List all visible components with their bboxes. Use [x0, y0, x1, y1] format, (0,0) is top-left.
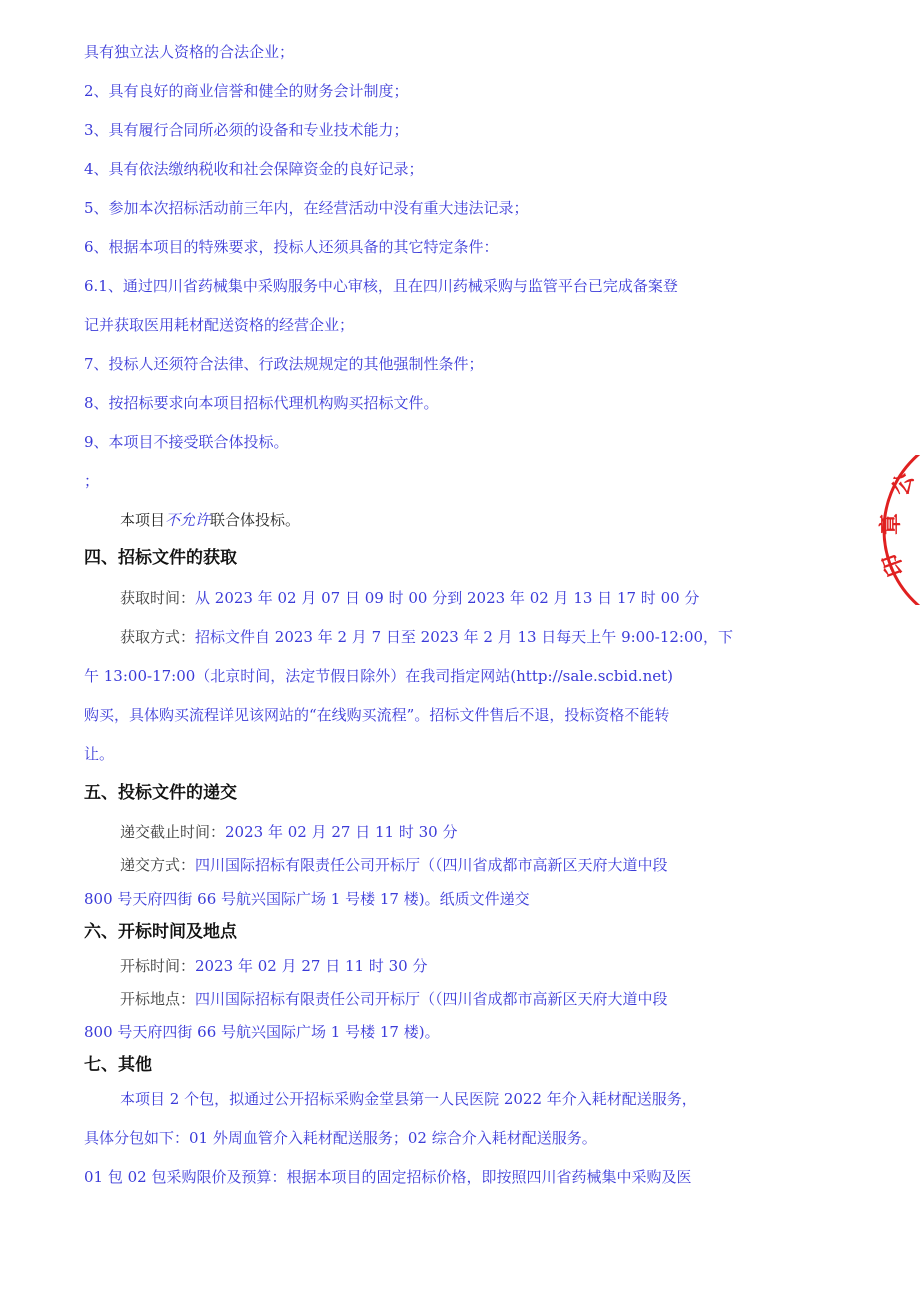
- section-4-heading: 四、招标文件的获取: [84, 548, 237, 568]
- semicolon-line: ；: [84, 472, 100, 490]
- opening-place-label: 开标地点：: [120, 990, 196, 1008]
- acquisition-method-line3: 购买，具体购买流程详见该网站的“在线购买流程”。招标文件售后不退，投标资格不能转: [84, 706, 670, 724]
- opening-time-value: 2023 年 02 月 27 日 11 时 30 分: [195, 957, 428, 975]
- consortium-prefix: 本项目: [120, 511, 166, 529]
- requirement-2: 2、具有良好的商业信誉和健全的财务会计制度；: [84, 82, 409, 100]
- submission-method-label: 递交方式：: [120, 856, 196, 874]
- requirement-3: 3、具有履行合同所必须的设备和专业技术能力；: [84, 121, 409, 139]
- requirement-8: 8、按招标要求向本项目招标代理机构购买招标文件。: [84, 394, 439, 412]
- opening-time-label: 开标时间：: [120, 957, 196, 975]
- requirement-6-1-cont: 记并获取医用耗材配送资格的经营企业；: [84, 316, 355, 334]
- submission-deadline: [120, 822, 457, 842]
- section-7-heading: 七、其他: [84, 1055, 152, 1075]
- requirement-6: 6、根据本项目的特殊要求，投标人还须具备的其它特定条件：: [84, 238, 499, 256]
- svg-text:印: 印: [878, 550, 910, 580]
- opening-place: [120, 989, 668, 1009]
- opening-time: [120, 956, 427, 976]
- svg-text:公: 公: [888, 469, 920, 500]
- opening-place-line2: 800 号天府四街 66 号航兴国际广场 1 号楼 17 楼)。: [84, 1023, 440, 1041]
- consortium-suffix: 联合体投标。: [210, 511, 301, 529]
- requirement-5: 5、参加本次招标活动前三年内，在经营活动中没有重大违法记录；: [84, 199, 529, 217]
- submission-method-line2: 800 号天府四街 66 号航兴国际广场 1 号楼 17 楼)。纸质文件递交: [84, 890, 530, 908]
- submission-method: [120, 855, 668, 875]
- acquisition-time-value: 从 2023 年 02 月 07 日 09 时 00 分到 2023 年 02 月 13 日 17 时 00 分: [195, 589, 700, 607]
- acquisition-method-line2: 午 13:00-17:00（北京时间，法定节假日除外）在我司指定网站(http://sale.scbid.net): [84, 667, 673, 685]
- submission-deadline-value: 2023 年 02 月 27 日 11 时 30 分: [225, 823, 458, 841]
- acquisition-method-line1: 招标文件自 2023 年 2 月 7 日至 2023 年 2 月 13 日每天上午 9:00-12:00，下: [195, 628, 734, 646]
- official-seal-stamp: [872, 455, 924, 605]
- acquisition-time-label: 获取时间：: [120, 589, 196, 607]
- requirement-4: 4、具有依法缴纳税收和社会保障资金的良好记录；: [84, 160, 424, 178]
- requirement-7: 7、投标人还须符合法律、行政法规规定的其他强制性条件；: [84, 355, 484, 373]
- acquisition-method-line4: 让。: [84, 745, 115, 763]
- other-line1: 本项目 2 个包，拟通过公开招标采购金堂县第一人民医院 2022 年介入耗材配送服务，: [120, 1090, 697, 1108]
- other-line2: 具体分包如下：01 外周血管介入耗材配送服务；02 综合介入耗材配送服务。: [84, 1129, 597, 1147]
- opening-place-line1: 四川国际招标有限责任公司开标厅（（四川省成都市高新区天府大道中段: [195, 990, 668, 1008]
- submission-deadline-label: 递交截止时间：: [120, 823, 226, 841]
- other-line3: 01 包 02 包采购限价及预算：根据本项目的固定招标价格，即按照四川省药械集中采购及医: [84, 1168, 692, 1186]
- svg-text:章: 章: [879, 512, 904, 535]
- requirement-6-1: 6.1、通过四川省药械集中采购服务中心审核，且在四川药械采购与监管平台已完成备案登: [84, 277, 678, 295]
- acquisition-method-label: 获取方式：: [120, 628, 196, 646]
- requirement-9: 9、本项目不接受联合体投标。: [84, 433, 289, 451]
- submission-method-line1: 四川国际招标有限责任公司开标厅（（四川省成都市高新区天府大道中段: [195, 856, 668, 874]
- requirement-line: 具有独立法人资格的合法企业；: [84, 43, 295, 61]
- acquisition-time: [120, 588, 699, 608]
- consortium-value: 不允许: [165, 511, 211, 529]
- seal-icon: [872, 455, 924, 605]
- section-5-heading: 五、投标文件的递交: [84, 783, 237, 803]
- consortium-statement: [120, 510, 300, 530]
- section-6-heading: 六、开标时间及地点: [84, 922, 237, 942]
- acquisition-method: [120, 627, 733, 647]
